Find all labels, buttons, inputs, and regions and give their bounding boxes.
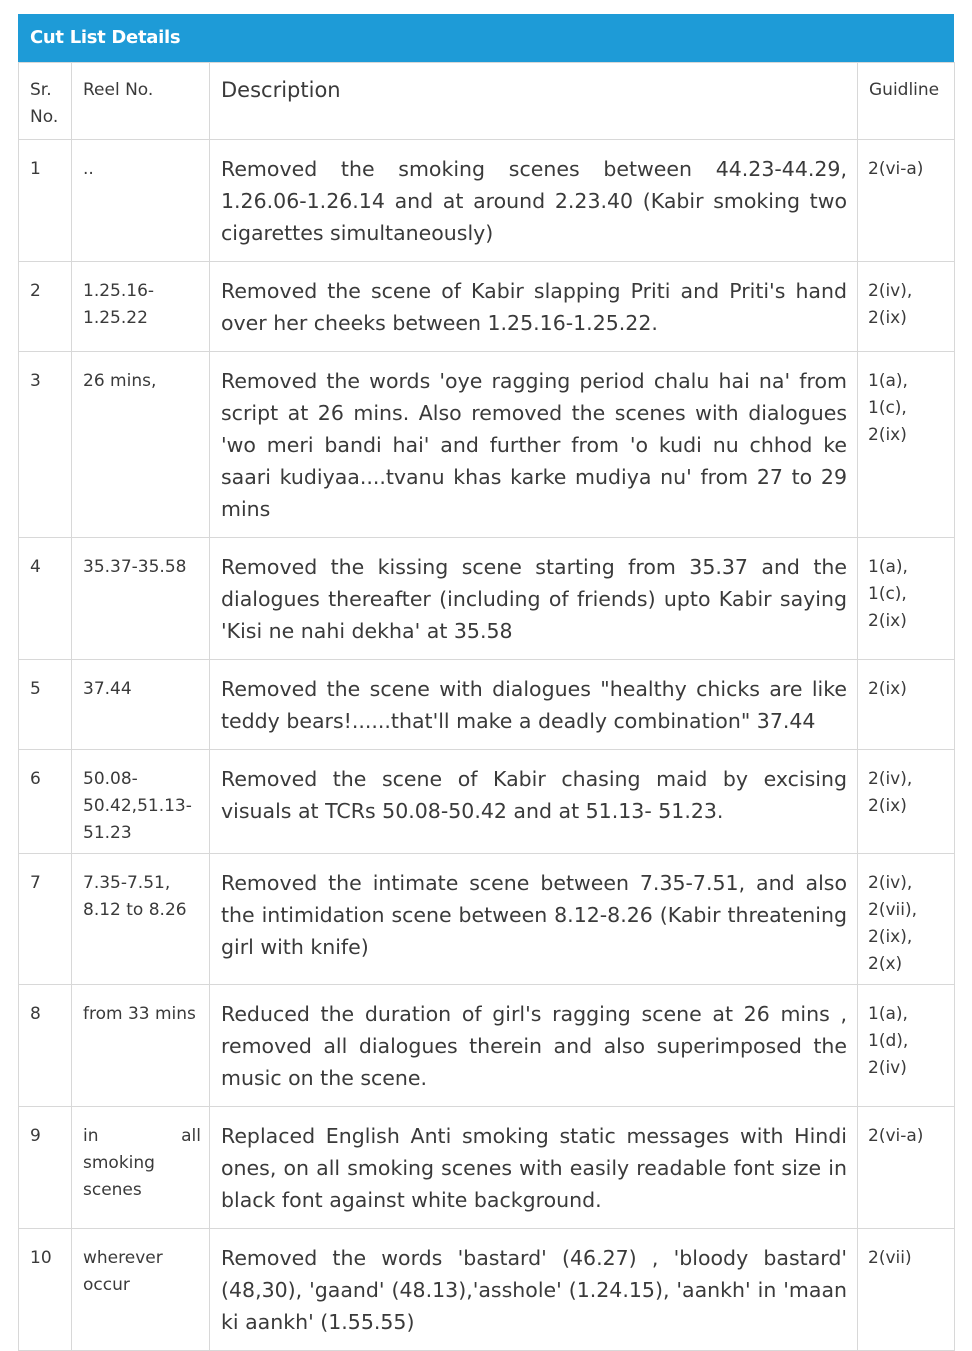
- reel-word: smoking scenes: [83, 1153, 155, 1200]
- row-reel-no: 35.37-35.58: [83, 557, 187, 577]
- row-description: Removed the scene with dialogues "healthy chicks are like teddy bears!......that'll make a deadly combination" 37.44: [221, 677, 847, 733]
- reel-word: all: [181, 1126, 201, 1146]
- row-guideline: 1(a), 1(c), 2(ix): [868, 371, 908, 445]
- row-guideline: 2(iv), 2(vii), 2(ix), 2(x): [868, 873, 917, 974]
- row-reel-no: 50.08- 50.42,51.13- 51.23: [83, 769, 192, 843]
- row-reel-no: ..: [83, 159, 94, 179]
- row-sr-no: 2: [30, 281, 41, 301]
- row-reel-no: 7.35-7.51, 8.12 to 8.26: [83, 873, 187, 920]
- panel-title: Cut List Details: [18, 14, 954, 62]
- column-header-guideline: Guidline: [869, 80, 940, 100]
- row-description: Removed the scene of Kabir chasing maid by excising visuals at TCRs 50.08-50.42 and at 51.13- 51.23.: [221, 767, 847, 823]
- row-reel-no: 26 mins,: [83, 371, 157, 391]
- row-reel-no: 1.25.16- 1.25.22: [83, 281, 155, 328]
- row-description: Removed the scene of Kabir slapping Priti and Priti's hand over her cheeks between 1.25.16-1.25.22.: [221, 279, 847, 335]
- row-guideline: 2(iv), 2(ix): [868, 281, 913, 328]
- cut-list-panel: [18, 14, 954, 1351]
- row-guideline: 2(ix): [868, 679, 907, 699]
- table-header-row: [19, 63, 955, 140]
- row-sr-no: 6: [30, 769, 41, 789]
- row-guideline: 2(vi-a): [868, 159, 924, 179]
- row-description: Removed the intimate scene between 7.35-7.51, and also the intimidation scene between 8.12-8.26 (Kabir threatening girl with knife): [221, 871, 847, 959]
- row-description: Removed the words 'bastard' (46.27) , 'bloody bastard' (48,30), 'gaand' (48.13),'asshole' (1.24.15), 'aankh' in 'maan ki aankh' (1.55.55): [221, 1246, 847, 1334]
- row-guideline: 2(vi-a): [868, 1126, 924, 1146]
- column-header-sr-no: Sr. No.: [30, 80, 59, 127]
- row-sr-no: 9: [30, 1126, 41, 1146]
- cut-list-table: [18, 62, 955, 1351]
- reel-word: in: [83, 1126, 99, 1146]
- row-reel-no: 37.44: [83, 679, 132, 699]
- table-row: [19, 140, 955, 262]
- column-header-reel-no: Reel No.: [83, 80, 154, 100]
- row-description: Removed the kissing scene starting from 35.37 and the dialogues thereafter (including of friends) upto Kabir saying 'Kisi ne nahi dekha' at 35.58: [221, 555, 847, 643]
- row-sr-no: 5: [30, 679, 41, 699]
- table-row: [19, 854, 955, 985]
- row-guideline: 2(vii): [868, 1248, 912, 1268]
- column-header-description: Description: [221, 78, 341, 102]
- row-reel-no: [72, 1107, 209, 1204]
- row-sr-no: 3: [30, 371, 41, 391]
- row-guideline: 1(a), 1(c), 2(ix): [868, 557, 908, 631]
- table-row: [19, 262, 955, 352]
- row-sr-no: 10: [30, 1248, 52, 1268]
- table-row: [19, 1229, 955, 1351]
- row-reel-no: wherever occur: [83, 1248, 163, 1295]
- table-row: [19, 660, 955, 750]
- row-sr-no: 8: [30, 1004, 41, 1024]
- table-row: [19, 538, 955, 660]
- table-row: [19, 750, 955, 854]
- row-description: Removed the smoking scenes between 44.23-44.29, 1.26.06-1.26.14 and at around 2.23.40 (Kabir smoking two cigarettes simultaneously): [221, 157, 847, 245]
- row-sr-no: 7: [30, 873, 41, 893]
- row-guideline: 1(a), 1(d), 2(iv): [868, 1004, 909, 1078]
- row-description: Removed the words 'oye ragging period chalu hai na' from script at 26 mins. Also removed the scenes with dialogues 'wo meri bandi hai' and further from 'o kudi nu chhod ke saari kudiyaa....tvanu khas karke mudiya nu' from 27 to 29 mins: [221, 369, 847, 521]
- row-sr-no: 1: [30, 159, 41, 179]
- row-guideline: 2(iv), 2(ix): [868, 769, 913, 816]
- table-row: [19, 985, 955, 1107]
- table-row: [19, 1107, 955, 1229]
- row-description: Reduced the duration of girl's ragging scene at 26 mins , removed all dialogues therein and also superimposed the music on the scene.: [221, 1002, 847, 1090]
- row-reel-no: from 33 mins: [83, 1004, 196, 1024]
- row-description: Replaced English Anti smoking static messages with Hindi ones, on all smoking scenes with easily readable font size in black font against white background.: [221, 1124, 847, 1212]
- table-row: [19, 352, 955, 538]
- row-sr-no: 4: [30, 557, 41, 577]
